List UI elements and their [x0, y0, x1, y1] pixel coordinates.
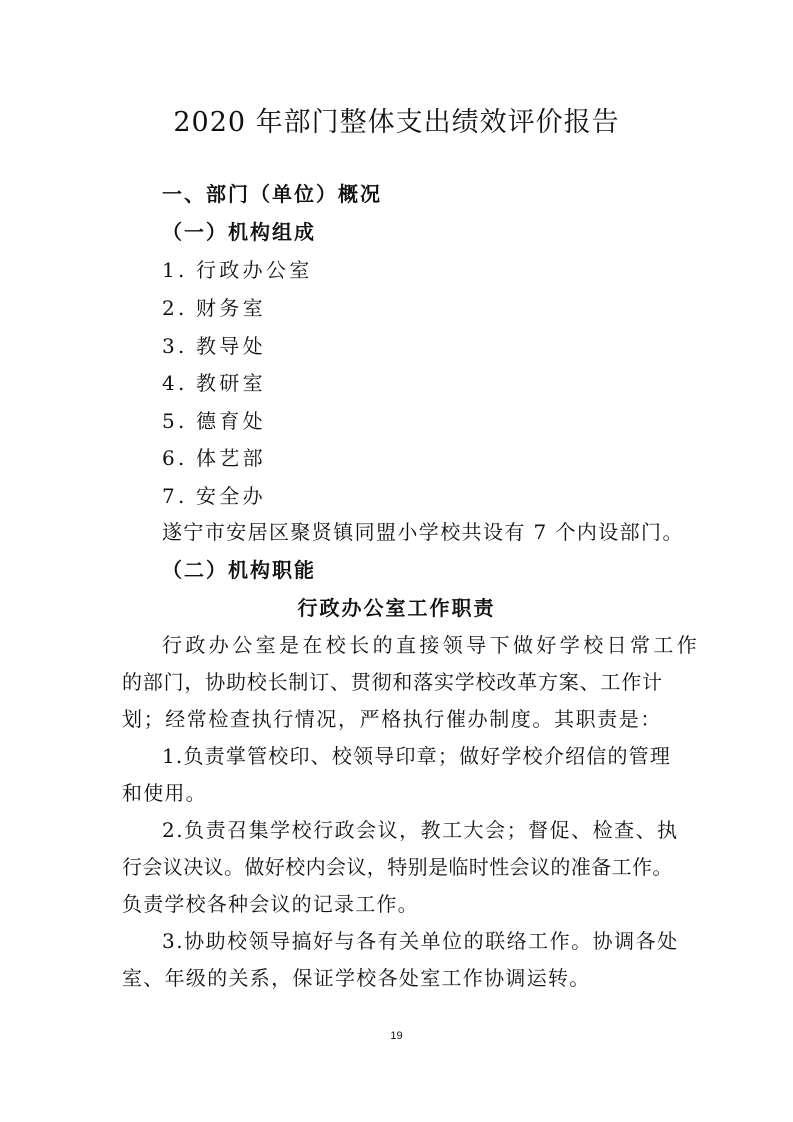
list-item	[162, 482, 266, 510]
subsection-heading-organization: （一）机构组成	[162, 220, 316, 244]
paragraph-line: 负责学校各种会议的记录工作。	[122, 892, 419, 916]
report-title: 2020 年部门整体支出绩效评价报告	[173, 107, 620, 138]
paragraph-line: 划；经常检查执行情况，严格执行催办制度。其职责是：	[122, 707, 662, 731]
list-item-number: 5.	[162, 409, 188, 433]
list-item-number: 2.	[162, 296, 188, 320]
paragraph-line: 行政办公室是在校长的直接领导下做好学校日常工作	[162, 633, 701, 657]
paragraph-line: 行会议决议。做好校内会议，特别是临时性会议的准备工作。	[122, 855, 673, 879]
department-count-summary: 遂宁市安居区聚贤镇同盟小学校共设有 7 个内设部门。	[162, 520, 684, 544]
section-heading-overview: 一、部门（单位）概况	[162, 182, 382, 206]
list-item-text: 安全办	[196, 484, 266, 508]
list-item-text: 德育处	[196, 409, 266, 433]
list-item-number: 3.	[162, 334, 188, 358]
list-item-number: 6.	[162, 446, 188, 470]
office-duties-title: 行政办公室工作职责	[297, 596, 496, 620]
list-item-number: 1.	[162, 258, 188, 282]
list-item	[162, 407, 266, 435]
list-item-number: 4.	[162, 371, 188, 395]
list-item	[162, 369, 266, 397]
list-item	[162, 294, 266, 322]
list-item-text: 教导处	[196, 334, 266, 358]
list-item	[162, 332, 266, 360]
list-item-text: 体艺部	[196, 446, 266, 470]
list-item-text: 财务室	[196, 296, 266, 320]
paragraph-line: 3.协助校领导搞好与各有关单位的联络工作。协调各处	[162, 929, 679, 953]
list-item-number: 7.	[162, 484, 188, 508]
subsection-heading-functions: （二）机构职能	[162, 558, 316, 582]
paragraph-line: 2.负责召集学校行政会议，教工大会；督促、检查、执	[162, 818, 679, 842]
paragraph-line: 的部门，协助校长制订、贯彻和落实学校改革方案、工作计	[122, 670, 663, 694]
list-item	[162, 256, 313, 284]
list-item	[162, 444, 266, 472]
page-number: 19	[390, 1030, 403, 1042]
paragraph-line: 1.负责掌管校印、校领导印章；做好学校介绍信的管理	[162, 744, 672, 768]
list-item-text: 行政办公室	[196, 258, 313, 282]
paragraph-line: 室、年级的关系，保证学校各处室工作协调运转。	[122, 966, 591, 990]
list-item-text: 教研室	[196, 371, 266, 395]
paragraph-line: 和使用。	[122, 781, 207, 805]
